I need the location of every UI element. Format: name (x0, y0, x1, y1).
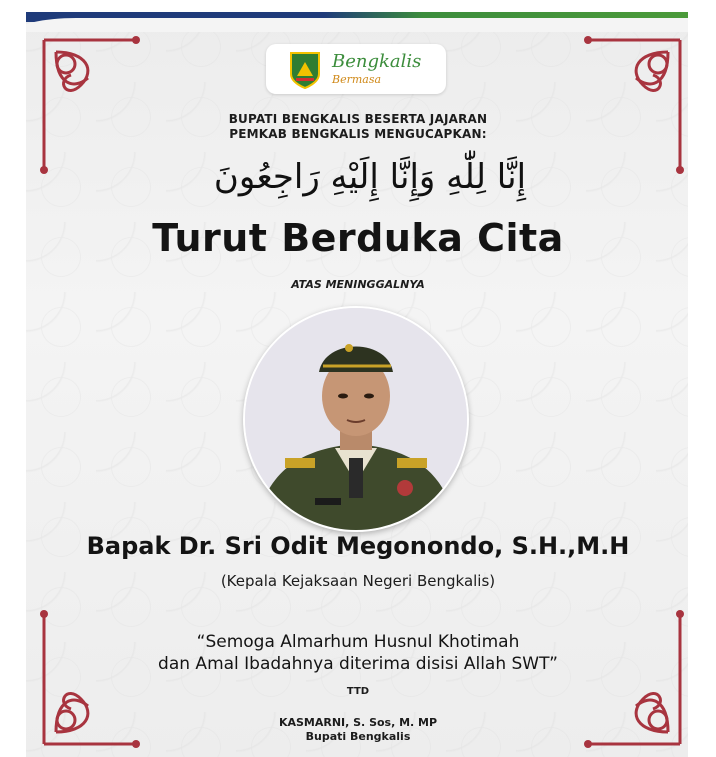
ornament-top-left-icon (36, 30, 156, 180)
signature-label: TTD (346, 686, 370, 697)
prayer-line-1: “Semoga Almarhum Husnul Khotimah (196, 632, 520, 652)
signer-title: Bupati Bengkalis (305, 730, 411, 743)
ornament-top-right-icon (568, 30, 688, 180)
deceased-name: Bapak Dr. Sri Odit Megonondo, S.H.,M.H (86, 532, 630, 560)
signer-name: KASMARNI, S. Sos, M. MP (278, 716, 438, 729)
header-line-2: PEMKAB BENGKALIS MENGUCAPKAN: (229, 127, 487, 141)
brand-tagline: Bermasa (332, 73, 382, 86)
regency-crest-icon (288, 50, 322, 90)
page-title: Turut Berduka Cita (152, 216, 564, 260)
prayer-line-2: dan Amal Ibadahnya diterima disisi Allah SWT” (158, 654, 558, 674)
deceased-position: (Kepala Kejaksaan Negeri Bengkalis) (220, 572, 496, 590)
logo-box (266, 44, 446, 94)
portrait-photo (243, 306, 469, 532)
header-line-1: BUPATI BENGKALIS BESERTA JAJARAN (228, 112, 488, 126)
brand-logo (332, 52, 432, 86)
arabic-calligraphy: إِنَّا لِلّٰهِ وَإِنَّا إِلَيْهِ رَاجِعُونَ (213, 157, 527, 197)
subtitle: ATAS MENINGGALNYA (291, 278, 425, 291)
brand-name: Bengkalis (332, 51, 422, 72)
